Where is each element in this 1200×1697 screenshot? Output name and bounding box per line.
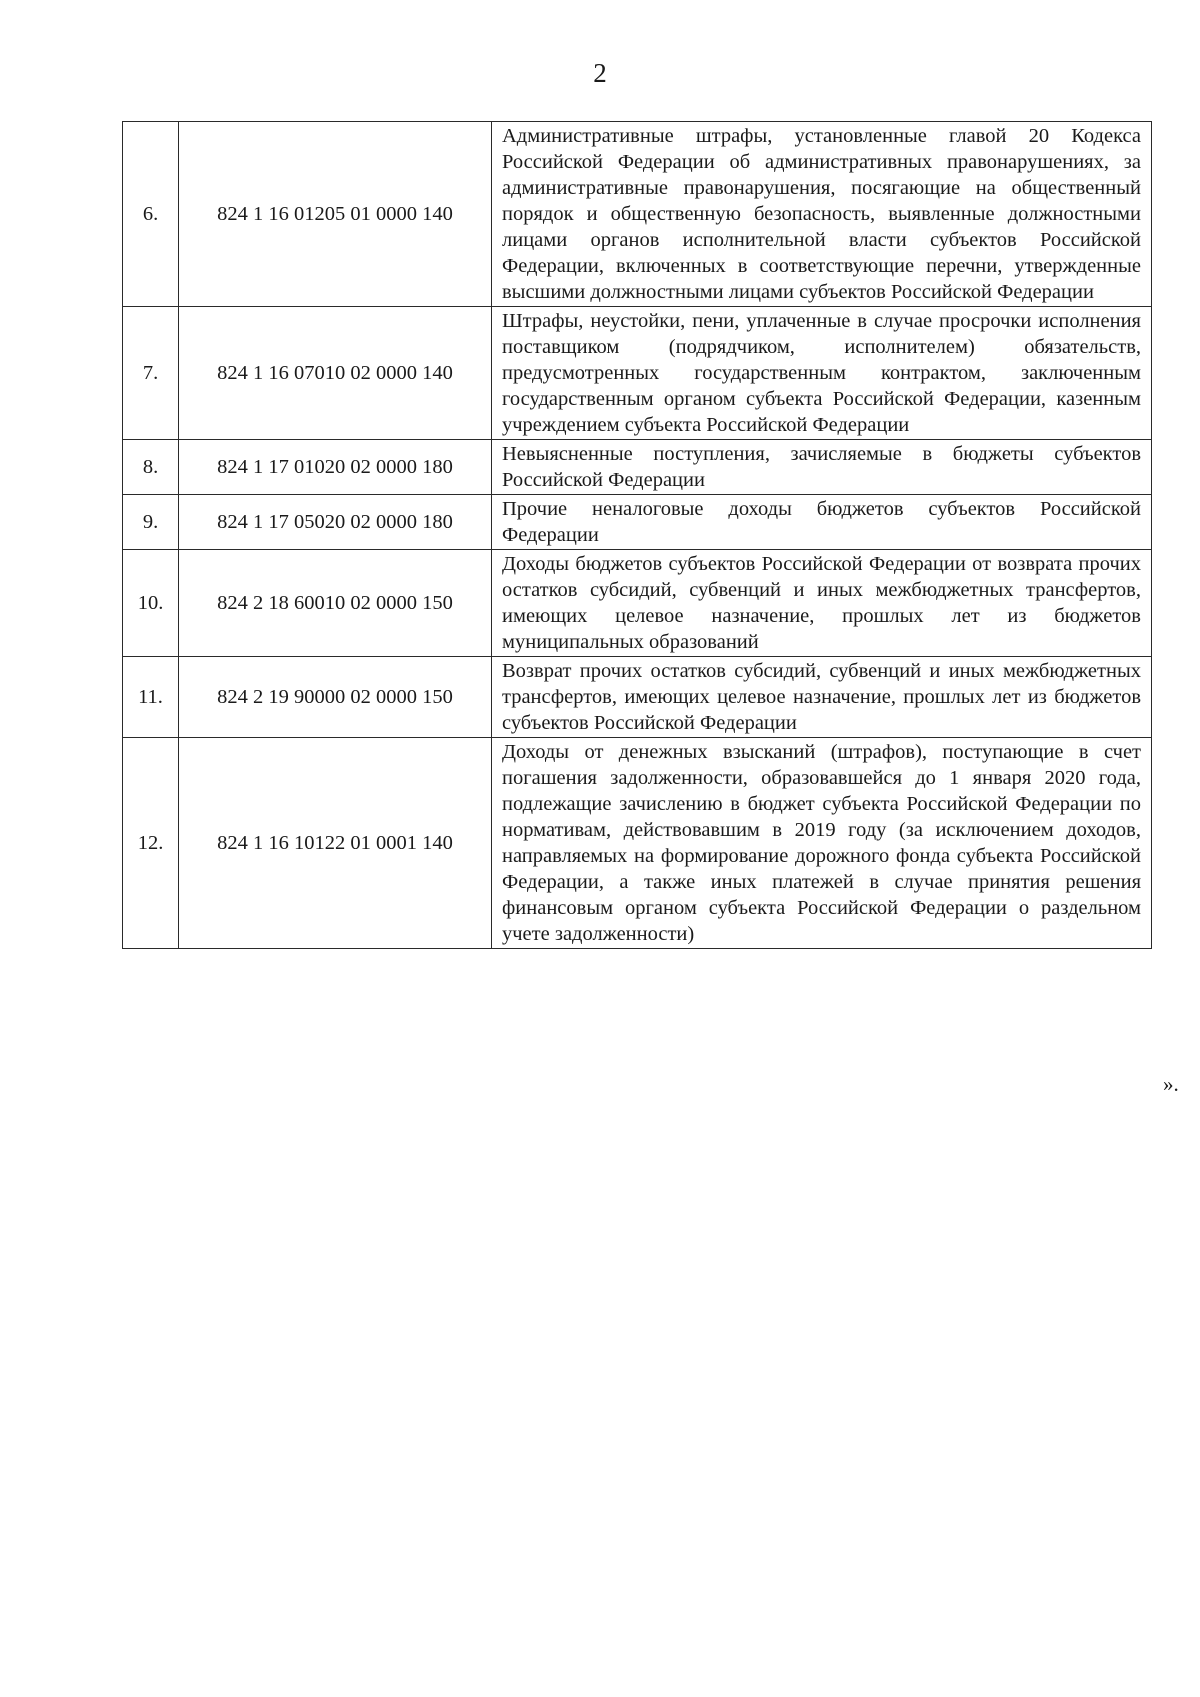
income-description: Возврат прочих остатков субсидий, субвенций и иных межбюджетных трансфертов, имеющих целевое назначение, прошлых лет из бюджетов субъектов Российской Федерации	[492, 657, 1152, 738]
row-number: 7.	[123, 307, 179, 440]
table-row	[123, 122, 1152, 307]
budget-codes-table	[122, 121, 1152, 949]
row-number: 12.	[123, 738, 179, 949]
budget-code: 824 1 16 01205 01 0000 140	[179, 122, 492, 307]
budget-code: 824 1 17 05020 02 0000 180	[179, 495, 492, 550]
row-number: 10.	[123, 550, 179, 657]
closing-quote: ».	[1163, 1072, 1179, 1096]
row-number: 11.	[123, 657, 179, 738]
budget-code: 824 1 16 07010 02 0000 140	[179, 307, 492, 440]
table-row	[123, 307, 1152, 440]
table-row	[123, 657, 1152, 738]
income-description: Доходы от денежных взысканий (штрафов), поступающие в счет погашения задолженности, образовавшейся до 1 января 2020 года, подлежащие зачислению в бюджет субъекта Российской Федерации по нормативам, действовавшим в 2019 году (за исключением доходов, направляемых на формирование дорожного фонда субъекта Российской Федерации, а также иных платежей в случае принятия решения финансовым органом субъекта Российской Федерации о раздельном учете задолженности)	[492, 738, 1152, 949]
income-description: Прочие неналоговые доходы бюджетов субъектов Российской Федерации	[492, 495, 1152, 550]
budget-code: 824 1 16 10122 01 0001 140	[179, 738, 492, 949]
income-description: Штрафы, неустойки, пени, уплаченные в случае просрочки исполнения поставщиком (подрядчиком, исполнителем) обязательств, предусмотренных государственным контрактом, заключенным государственным органом субъекта Российской Федерации, казенным учреждением субъекта Российской Федерации	[492, 307, 1152, 440]
table-row	[123, 440, 1152, 495]
income-description: Доходы бюджетов субъектов Российской Федерации от возврата прочих остатков субсидий, субвенций и иных межбюджетных трансфертов, имеющих целевое назначение, прошлых лет из бюджетов муниципальных образований	[492, 550, 1152, 657]
table-row	[123, 738, 1152, 949]
table-body	[123, 122, 1152, 949]
income-description: Невыясненные поступления, зачисляемые в бюджеты субъектов Российской Федерации	[492, 440, 1152, 495]
income-description: Административные штрафы, установленные главой 20 Кодекса Российской Федерации об административных правонарушениях, за административные правонарушения, посягающие на общественный порядок и общественную безопасность, выявленные должностными лицами органов исполнительной власти субъектов Российской Федерации, включенных в соответствующие перечни, утвержденные высшими должностными лицами субъектов Российской Федерации	[492, 122, 1152, 307]
row-number: 8.	[123, 440, 179, 495]
row-number: 6.	[123, 122, 179, 307]
table-row	[123, 550, 1152, 657]
table-row	[123, 495, 1152, 550]
budget-code: 824 2 18 60010 02 0000 150	[179, 550, 492, 657]
row-number: 9.	[123, 495, 179, 550]
budget-code: 824 1 17 01020 02 0000 180	[179, 440, 492, 495]
page-number: 2	[593, 58, 607, 88]
budget-code: 824 2 19 90000 02 0000 150	[179, 657, 492, 738]
